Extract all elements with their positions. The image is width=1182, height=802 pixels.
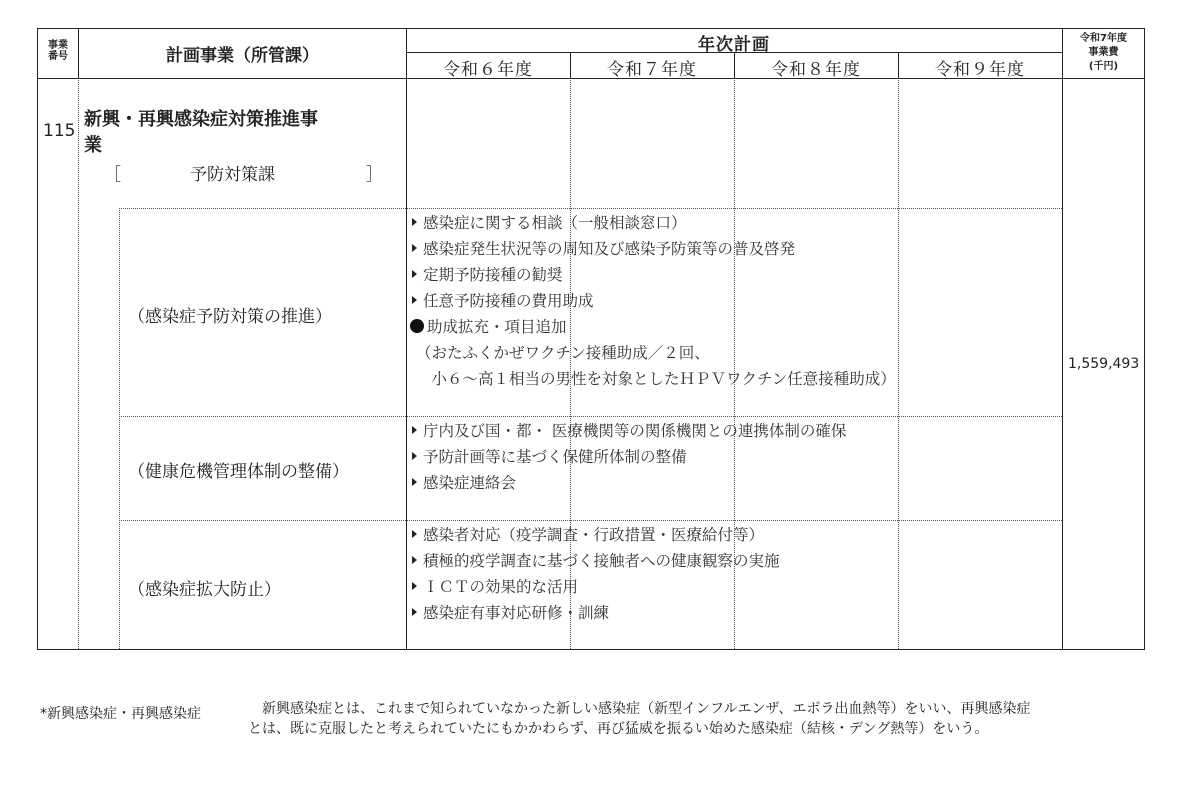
list-item: 小６～高１相当の男性を対象としたＨＰＶワクチン任意接種助成） [416, 370, 896, 388]
project-title: 新興・再興感染症対策推進事 業 [84, 109, 318, 156]
list-item: （おたふくかぜワクチン接種助成／２回、 [416, 344, 710, 362]
header-annual-plan: 年次計画 [698, 35, 770, 55]
header-year-r7: 令和７年度 [607, 60, 697, 80]
footnote-definition: 新興感染症とは、これまで知られていなかった新しい感染症（新型インフルエンザ、エボラ出血熱等）をいい、再興感染症 とは、既に克服したと考えられていたにもかかわらず、再び猛威を振るい始めた感染症（結核・デング熱等）をいう。 [248, 701, 1031, 737]
header-year-r9: 令和９年度 [935, 60, 1025, 80]
project-number: 115 [43, 121, 76, 141]
list-item: 感染者対応（疫学調査・行政措置・医療給付等） [412, 522, 780, 548]
subproject-label-crisis-management: （健康危機管理体制の整備） [128, 462, 349, 482]
triangle-bullet-icon [412, 218, 417, 226]
list-item: 感染症に関する相談（一般相談窓口） [412, 210, 896, 236]
list-item: 感染症発生状況等の周知及び感染予防策等の普及啓発 [412, 236, 896, 262]
triangle-bullet-icon [412, 244, 417, 252]
list-item: 定期予防接種の勧奨 [412, 262, 896, 288]
list-item: 感染症連絡会 [412, 470, 846, 496]
list-item: 助成拡充・項目追加 [410, 314, 896, 340]
header-plan-project: 計画事業（所管課） [166, 46, 319, 66]
subproject-items-spread-prevention [412, 522, 780, 626]
header-project-number: 事業 番号 [48, 40, 68, 62]
filled-circle-icon [410, 319, 424, 333]
list-item: 感染症有事対応研修・訓練 [412, 600, 780, 626]
triangle-bullet-icon [412, 270, 417, 278]
triangle-bullet-icon [412, 530, 417, 538]
triangle-bullet-icon [412, 478, 417, 486]
footnote-term: *新興感染症・再興感染症 [40, 706, 201, 722]
subproject-items-prevention [412, 210, 896, 392]
list-item: 任意予防接種の費用助成 [412, 288, 896, 314]
project-department: ［ 予防対策課 ］ [104, 165, 383, 185]
triangle-bullet-icon [412, 556, 417, 564]
triangle-bullet-icon [412, 608, 417, 616]
triangle-bullet-icon [412, 452, 417, 460]
header-year-r6: 令和６年度 [443, 60, 533, 80]
list-item: 積極的疫学調査に基づく接触者への健康観察の実施 [412, 548, 780, 574]
subproject-items-crisis-management [412, 418, 846, 496]
triangle-bullet-icon [412, 296, 417, 304]
subproject-label-spread-prevention: （感染症拡大防止） [128, 580, 281, 600]
list-item: ＩＣＴの効果的な活用 [412, 574, 780, 600]
triangle-bullet-icon [412, 426, 417, 434]
triangle-bullet-icon [412, 582, 417, 590]
project-budget: 1,559,493 [1068, 356, 1140, 372]
header-year-r8: 令和８年度 [771, 60, 861, 80]
subproject-label-prevention: （感染症予防対策の推進） [128, 307, 332, 327]
header-budget: 令和7年度 事業費 (千円) [1080, 33, 1127, 72]
list-item: 庁内及び国・都・ 医療機関等の関係機関との連携体制の確保 [412, 418, 846, 444]
list-item: 予防計画等に基づく保健所体制の整備 [412, 444, 846, 470]
